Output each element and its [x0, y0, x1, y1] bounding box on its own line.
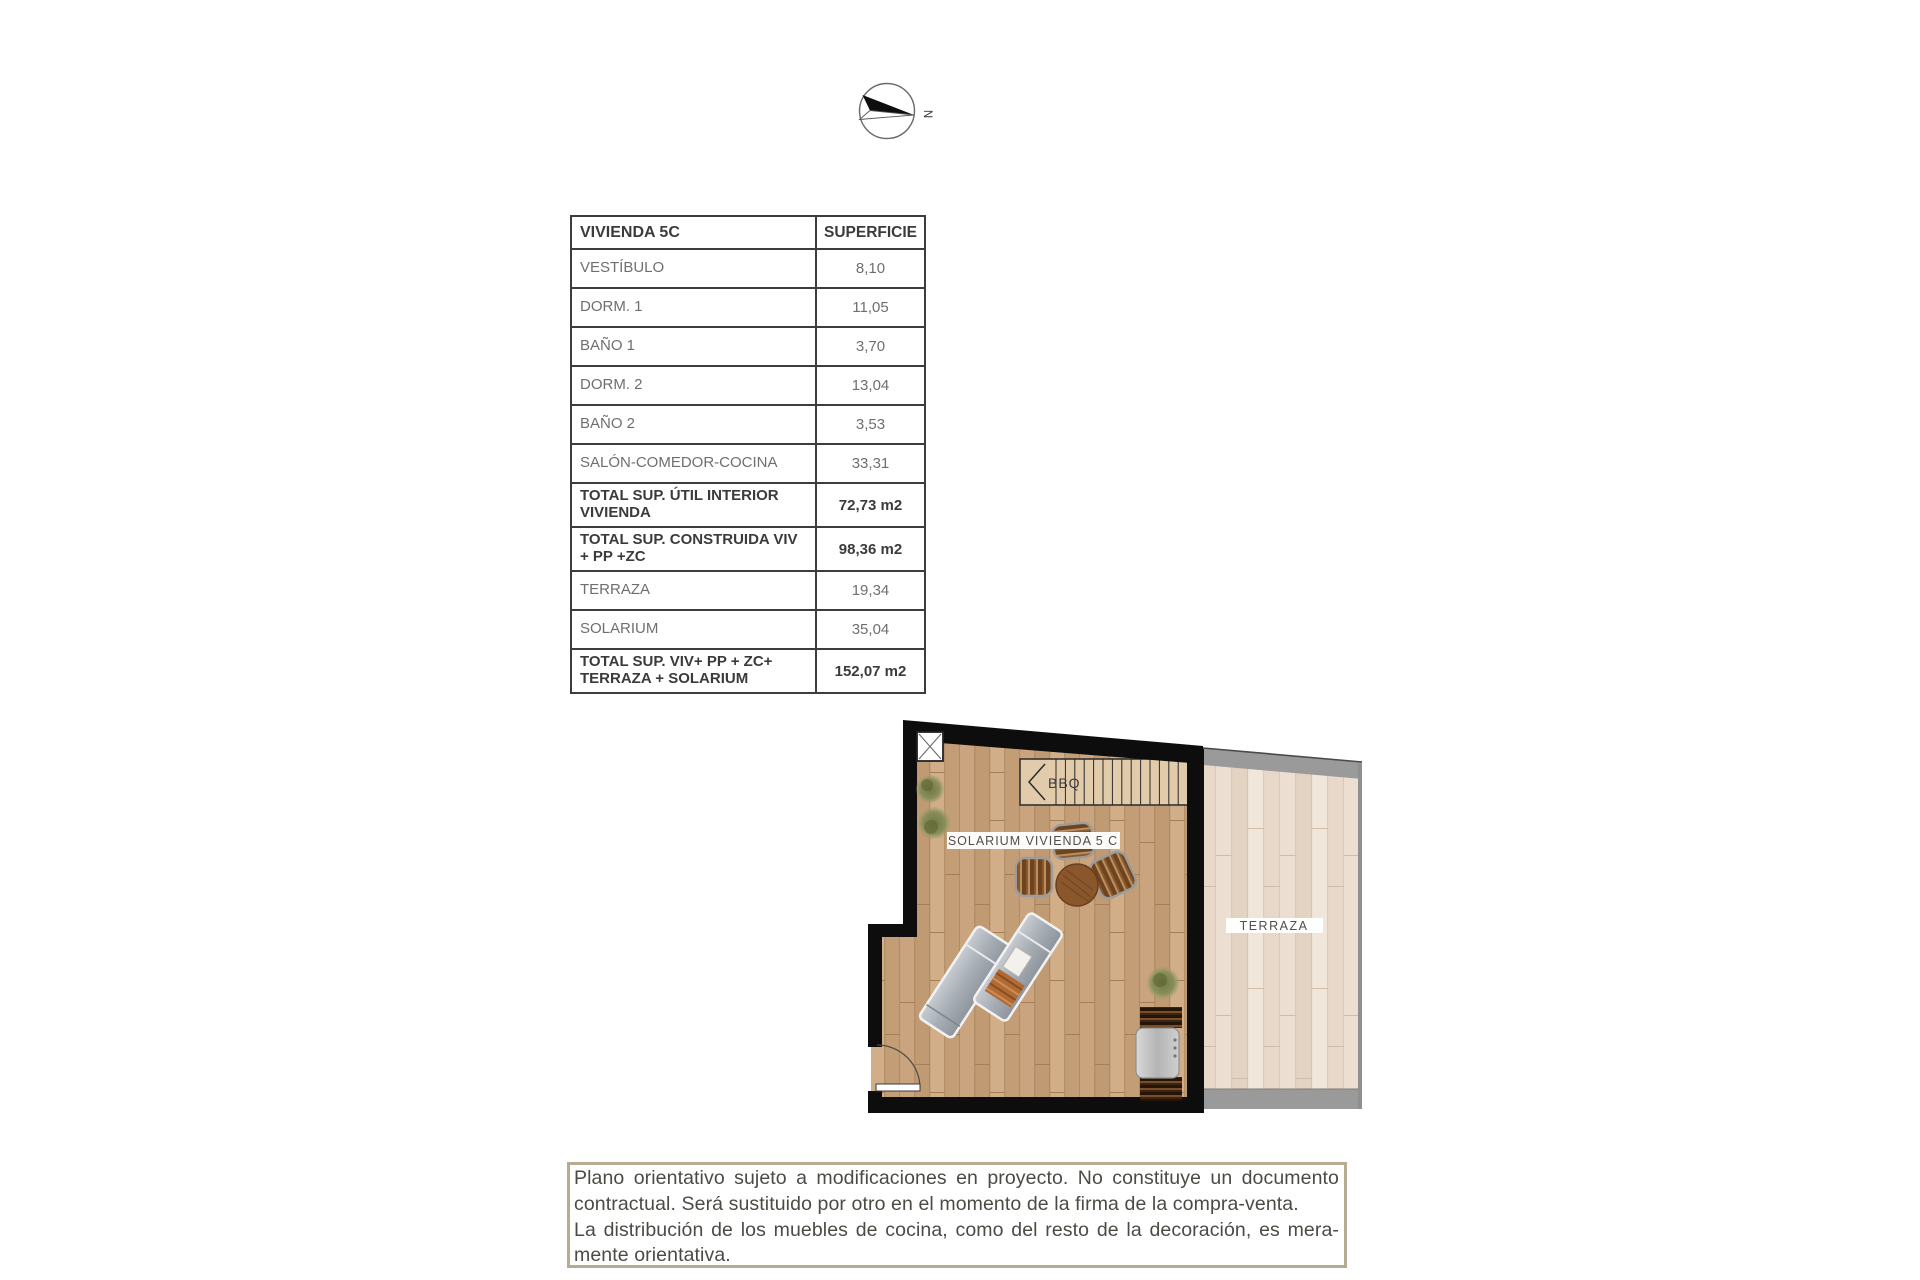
row-label: TOTAL SUP. CONSTRUIDA VIV + PP +ZC	[572, 528, 817, 570]
grill	[1136, 1028, 1179, 1078]
row-value: 152,07 m2	[834, 662, 907, 680]
chair	[1016, 858, 1052, 896]
floor-plan	[858, 714, 1370, 1126]
disclaimer-box	[567, 1162, 1347, 1268]
row-label: BAÑO 1	[572, 328, 817, 365]
table-row-total	[572, 648, 924, 692]
disclaimer-line: Plano orientativo sujeto a modificaciones en proyecto. No constituye un documento	[574, 1167, 1339, 1189]
table-header-surface: SUPERFICIE	[823, 223, 917, 241]
table-header-row	[572, 217, 924, 248]
disclaimer-line: contractual. Será sustituido por otro en el momento de la firma de la compra-venta.	[574, 1192, 1299, 1215]
table-row	[572, 570, 924, 609]
table-row	[572, 326, 924, 365]
row-value: 8,10	[855, 260, 886, 277]
skylight-box	[917, 732, 943, 761]
row-value: 13,04	[851, 377, 890, 394]
table-header-name: VIVIENDA 5C	[572, 217, 817, 248]
table-row	[572, 287, 924, 326]
stairs	[1020, 759, 1196, 805]
bbq-label: BBQ	[1048, 775, 1081, 791]
disclaimer-line: La distribución de los muebles de cocina, como del resto de la decoración, es mera-	[574, 1218, 1339, 1241]
row-label: BAÑO 2	[572, 406, 817, 443]
terraza-label	[1226, 918, 1323, 933]
table-row	[572, 443, 924, 482]
solarium-label	[947, 832, 1120, 849]
row-value: 11,05	[852, 299, 889, 316]
svg-text:SOLARIUM VIVIENDA 5 C: SOLARIUM VIVIENDA 5 C	[947, 834, 1119, 848]
row-value: 98,36 m2	[838, 540, 903, 558]
table-row-total	[572, 526, 924, 570]
row-label: TERRAZA	[572, 572, 817, 609]
row-label: TOTAL SUP. ÚTIL INTERIOR VIVIENDA	[572, 484, 817, 526]
bbq-area	[1136, 1007, 1182, 1101]
row-value: 3,70	[855, 338, 886, 355]
round-table	[1056, 864, 1098, 906]
table-row	[572, 248, 924, 287]
table-row	[572, 609, 924, 648]
table-row-total	[572, 482, 924, 526]
disclaimer-line: mente orientativa.	[574, 1244, 731, 1267]
row-label: DORM. 2	[572, 367, 817, 404]
row-value: 72,73 m2	[838, 496, 903, 514]
row-label: VESTÍBULO	[572, 250, 817, 287]
row-label: SALÓN-COMEDOR-COCINA	[572, 445, 817, 482]
table-row	[572, 365, 924, 404]
north-label: N	[921, 109, 933, 119]
north-compass	[843, 68, 943, 160]
row-value: 19,34	[851, 582, 890, 599]
row-value: 35,04	[851, 621, 890, 638]
row-label: DORM. 1	[572, 289, 817, 326]
area-table	[570, 215, 926, 694]
row-value: 33,31	[851, 455, 890, 472]
svg-text:TERRAZA: TERRAZA	[1239, 919, 1309, 933]
table-row	[572, 404, 924, 443]
row-value: 3,53	[855, 416, 886, 433]
row-label: SOLARIUM	[572, 611, 817, 648]
row-label: TOTAL SUP. VIV+ PP + ZC+ TERRAZA + SOLARIUM	[572, 650, 817, 692]
